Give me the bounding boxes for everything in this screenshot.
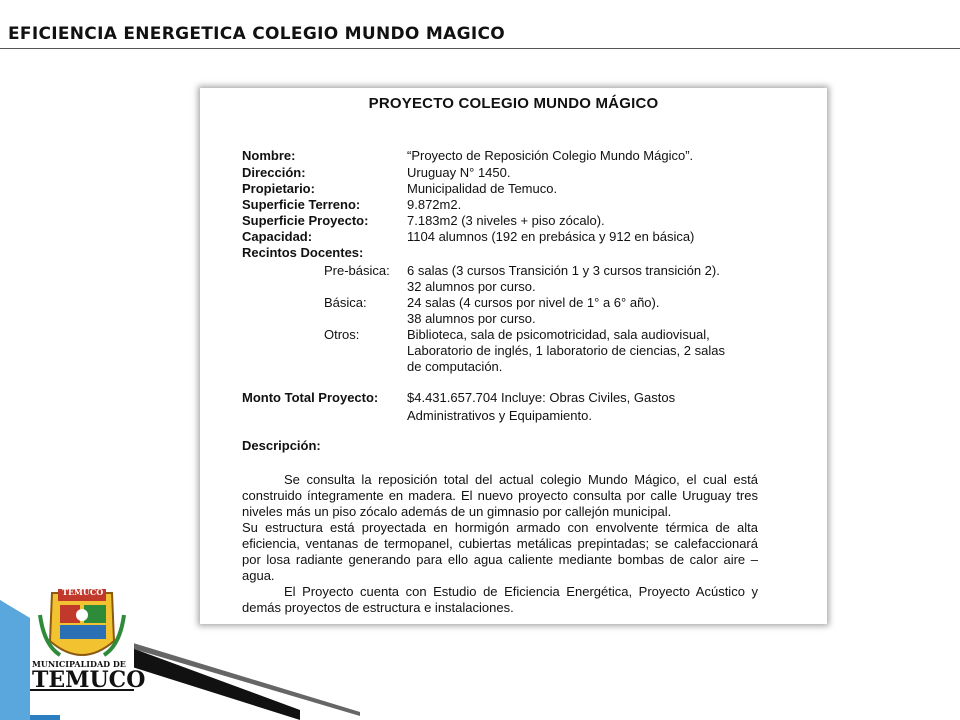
field-label: Dirección: [242, 165, 306, 180]
monto-line: Administrativos y Equipamiento. [407, 408, 592, 423]
recinto-line: 38 alumnos por curso. [407, 311, 536, 326]
monto-label: Monto Total Proyecto: [242, 390, 379, 405]
recinto-line: 32 alumnos por curso. [407, 279, 536, 294]
descripcion-paragraph: Su estructura está proyectada en hormigón armado con envolvente térmica de alta eficiencia, ventanas de termopanel, cubiertas metálicas prepintadas; se calefaccionará por losa radiante generando para ello agua caliente mediante bombas de calor aire – agua. [242, 520, 758, 583]
recinto-line: de computación. [407, 359, 503, 374]
field-value: Uruguay N° 1450. [407, 165, 511, 180]
field-value: Municipalidad de Temuco. [407, 181, 558, 196]
descripcion-paragraph: Se consulta la reposición total del actual colegio Mundo Mágico, el cual está construido íntegramente en madera. El nuevo proyecto consulta por calle Uruguay tres niveles más un piso zócalo además de un gimnasio por callejón municipal. [242, 472, 758, 519]
descripcion-label: Descripción: [242, 438, 321, 453]
recinto-line: 6 salas (3 cursos Transición 1 y 3 cursos transición 2). [407, 263, 720, 278]
field-label: Superficie Proyecto: [242, 213, 369, 228]
field-label: Capacidad: [242, 229, 313, 244]
field-value: “Proyecto de Reposición Colegio Mundo Mágico”. [407, 148, 694, 163]
field-label: Nombre: [242, 148, 296, 163]
recinto-label: Otros: [324, 327, 360, 342]
descripcion-body [242, 472, 758, 616]
recinto-label: Básica: [324, 295, 367, 310]
municipality-logo [30, 585, 146, 715]
document-title: PROYECTO COLEGIO MUNDO MÁGICO [368, 95, 659, 112]
page-title: EFICIENCIA ENERGETICA COLEGIO MUNDO MAGICO [8, 24, 505, 44]
descripcion-paragraph: El Proyecto cuenta con Estudio de Eficiencia Energética, Proyecto Acústico y demás proyectos de estructura e instalaciones. [242, 584, 758, 615]
recinto-line: Laboratorio de inglés, 1 laboratorio de ciencias, 2 salas [407, 343, 725, 358]
field-value: 1104 alumnos (192 en prebásica y 912 en básica) [407, 229, 695, 244]
logo-caption-main: TEMUCO [32, 667, 146, 693]
logo-banner: TEMUCO [62, 587, 104, 597]
header-divider [0, 48, 960, 49]
field-label: Recintos Docentes: [242, 245, 364, 260]
project-document [200, 88, 827, 624]
recinto-label: Pre-básica: [324, 263, 390, 278]
field-value: 7.183m2 (3 niveles + piso zócalo). [407, 213, 605, 228]
logo-caption-top: MUNICIPALIDAD DE [32, 659, 126, 669]
field-label: Propietario: [242, 181, 315, 196]
field-value: 9.872m2. [407, 197, 462, 212]
recinto-line: 24 salas (4 cursos por nivel de 1° a 6° año). [407, 295, 660, 310]
recinto-line: Biblioteca, sala de psicomotricidad, sala audiovisual, [407, 327, 710, 342]
field-label: Superficie Terreno: [242, 197, 361, 212]
monto-line: $4.431.657.704 Incluye: Obras Civiles, Gastos [407, 390, 676, 405]
coat-of-arms-icon [30, 585, 134, 715]
